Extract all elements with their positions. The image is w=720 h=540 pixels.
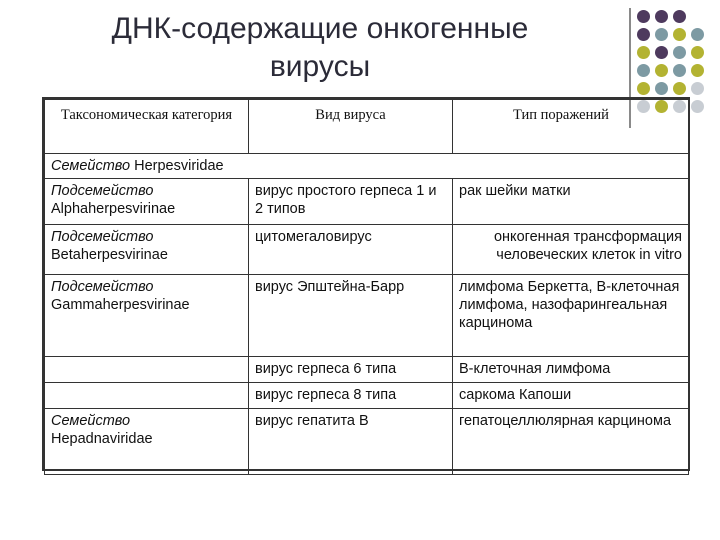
decor-dot bbox=[673, 28, 686, 41]
family-row bbox=[45, 154, 689, 179]
category-cell bbox=[45, 409, 249, 475]
category-cell bbox=[45, 225, 249, 275]
decor-dot bbox=[655, 82, 668, 95]
virus-cell: цитомегаловирус bbox=[249, 225, 453, 275]
title-line-2: вирусы bbox=[269, 50, 371, 83]
category-cell bbox=[45, 357, 249, 383]
slide-title bbox=[40, 10, 600, 86]
decor-dot bbox=[655, 10, 668, 23]
decor-dot bbox=[691, 82, 704, 95]
header-category: Таксономическая категория bbox=[45, 100, 249, 154]
header-virus: Вид вируса bbox=[249, 100, 453, 154]
decor-dot bbox=[691, 64, 704, 77]
category-cell bbox=[45, 275, 249, 357]
table-row bbox=[45, 179, 689, 225]
family-name: Herpesviridae bbox=[134, 158, 224, 174]
decor-dot bbox=[673, 64, 686, 77]
family-prefix: Семейство bbox=[51, 158, 131, 174]
decor-dot bbox=[637, 46, 650, 59]
table-row bbox=[45, 275, 689, 357]
decor-dot bbox=[637, 10, 650, 23]
table-row bbox=[45, 383, 689, 409]
decor-dot bbox=[691, 46, 704, 59]
family-cell bbox=[45, 154, 689, 179]
category-name: Gammaherpesvirinae bbox=[51, 297, 190, 313]
title-line-1: ДНК-содержащие онкогенные bbox=[111, 12, 529, 45]
lesion-cell: онкогенная трансформация человеческих клеток in vitro bbox=[453, 225, 689, 275]
decor-dot bbox=[673, 46, 686, 59]
decor-dot bbox=[691, 100, 704, 113]
decor-dot bbox=[637, 82, 650, 95]
category-cell bbox=[45, 383, 249, 409]
virus-cell: вирус герпеса 6 типа bbox=[249, 357, 453, 383]
lesion-cell: рак шейки матки bbox=[453, 179, 689, 225]
table-row bbox=[45, 357, 689, 383]
category-prefix: Подсемейство bbox=[51, 279, 154, 295]
category-cell bbox=[45, 179, 249, 225]
decor-dot bbox=[691, 28, 704, 41]
category-name: Hepadnaviridae bbox=[51, 431, 153, 447]
virus-cell: вирус герпеса 8 типа bbox=[249, 383, 453, 409]
virus-table bbox=[42, 97, 690, 471]
category-prefix: Подсемейство bbox=[51, 183, 154, 199]
lesion-cell: лимфома Беркетта, В-клеточная лимфома, назофарингеальная карцинома bbox=[453, 275, 689, 357]
decor-dot bbox=[673, 82, 686, 95]
decor-dot bbox=[655, 28, 668, 41]
category-name: Betaherpesvirinae bbox=[51, 247, 168, 263]
decor-dot bbox=[655, 64, 668, 77]
decor-dot bbox=[637, 64, 650, 77]
decor-dot bbox=[637, 28, 650, 41]
table-row bbox=[45, 409, 689, 475]
table-header-row bbox=[45, 100, 689, 154]
decor-dot bbox=[655, 46, 668, 59]
virus-cell: вирус Эпштейна-Барр bbox=[249, 275, 453, 357]
lesion-cell: гепатоцеллюлярная карцинома bbox=[453, 409, 689, 475]
category-prefix: Семейство bbox=[51, 413, 131, 429]
decor-dot bbox=[673, 10, 686, 23]
table-row bbox=[45, 225, 689, 275]
virus-cell: вирус гепатита В bbox=[249, 409, 453, 475]
header-lesion: Тип поражений bbox=[453, 100, 689, 154]
virus-cell: вирус простого герпеса 1 и 2 типов bbox=[249, 179, 453, 225]
category-prefix: Подсемейство bbox=[51, 229, 154, 245]
lesion-cell: В-клеточная лимфома bbox=[453, 357, 689, 383]
category-name: Alphaherpesvirinae bbox=[51, 201, 176, 217]
lesion-cell: саркома Капоши bbox=[453, 383, 689, 409]
